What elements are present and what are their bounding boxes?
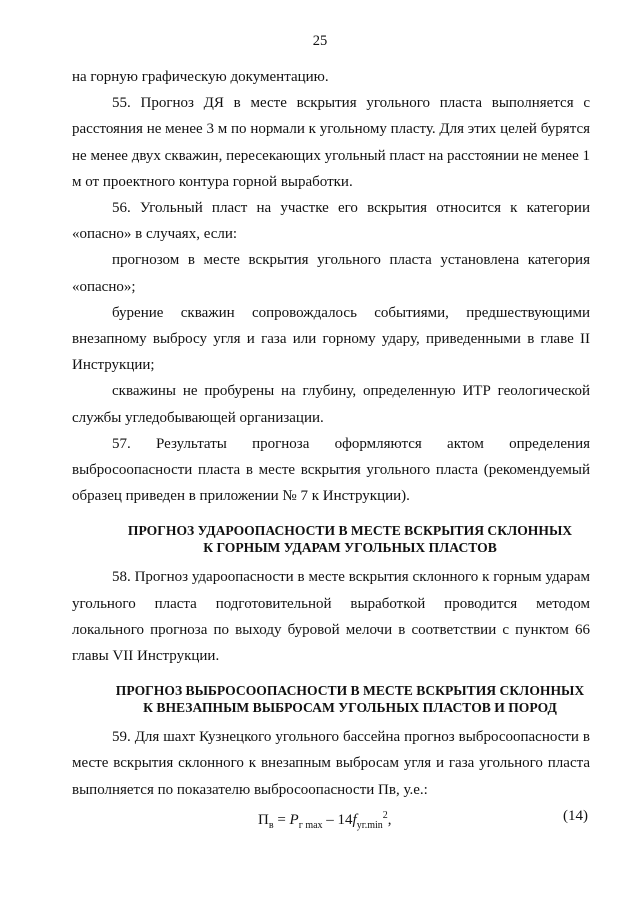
heading-line: К ВНЕЗАПНЫМ ВЫБРОСАМ УГОЛЬНЫХ ПЛАСТОВ И ПОРОД bbox=[143, 699, 557, 715]
formula-expression bbox=[258, 803, 392, 839]
formula-lhs-sub: в bbox=[268, 819, 274, 831]
paragraph-56-case-b: бурение скважин сопровождалось событиями, предшествующими внезапному выбросу угля и газа или горному удару, приведенными в главе II Инструкции; bbox=[72, 304, 590, 374]
heading-line: ПРОГНОЗ ВЫБРОСООПАСНОСТИ В МЕСТЕ ВСКРЫТИЯ СКЛОННЫХ bbox=[115, 683, 585, 699]
paragraph-57: 57. Результаты прогноза оформляются актом определения выбросоопасности пласта в месте вскрытия угольного пласта (рекомендуемый образец приведен в приложении № 7 к Инструкции). bbox=[72, 435, 590, 505]
section-heading-outburst bbox=[72, 683, 590, 716]
paragraph-58: 58. Прогноз удароопасности в месте вскрытия склонного к горным ударам угольного пласта подготовительной выработкой проводится методом локального прогноза по выходу буровой мелочи в соответствии с пунктом 66 главы VII Инструкции. bbox=[72, 569, 590, 665]
formula-tail: , bbox=[387, 811, 392, 828]
paragraph-continuation: на горную графическую документацию. bbox=[72, 69, 329, 85]
formula-minus: – 14 bbox=[322, 811, 353, 828]
heading-line: ПРОГНОЗ УДАРООПАСНОСТИ В МЕСТЕ ВСКРЫТИЯ СКЛОННЫХ bbox=[127, 523, 573, 539]
heading-line: К ГОРНЫМ УДАРАМ УГОЛЬНЫХ ПЛАСТОВ bbox=[203, 539, 497, 555]
page-number: 25 bbox=[312, 33, 328, 49]
formula-p-sub: г max bbox=[298, 819, 323, 831]
paragraph-56-case-c: скважины не пробурены на глубину, определенную ИТР геологической службы угледобывающей организации. bbox=[72, 383, 590, 426]
paragraph-56: 56. Угольный пласт на участке его вскрытия относится к категории «опасно» в случаях, если: bbox=[72, 200, 590, 243]
paragraph-59: 59. Для шахт Кузнецкого угольного бассейна прогноз выбросоопасности в месте вскрытия склонного к внезапным выбросам угля и газа угольного пласта выполняется по показателю выбросоопасности Пв, у.е.: bbox=[72, 729, 590, 798]
formula-number: (14) bbox=[563, 807, 588, 824]
formula-f: f bbox=[352, 811, 357, 828]
paragraph-56-case-a: прогнозом в месте вскрытия угольного пласта установлена категория «опасно»; bbox=[72, 252, 590, 295]
formula-14 bbox=[72, 803, 590, 829]
paragraph-55: 55. Прогноз ДЯ в месте вскрытия угольного пласта выполняется с расстояния не менее 3 м по нормали к угольному пласту. Для этих целей бурятся не менее двух скважин, пересекающих угольный пласт на расстоянии не менее 1 м от проектного контура горной выработки. bbox=[72, 95, 590, 190]
page-content bbox=[72, 64, 590, 829]
formula-equals: = bbox=[273, 811, 290, 828]
formula-f-sup: 2 bbox=[382, 809, 388, 821]
formula-f-sub: уг.min bbox=[356, 819, 383, 831]
formula-lhs: П bbox=[258, 811, 269, 828]
formula-p: P bbox=[289, 811, 299, 828]
section-heading-rockburst bbox=[72, 523, 590, 556]
